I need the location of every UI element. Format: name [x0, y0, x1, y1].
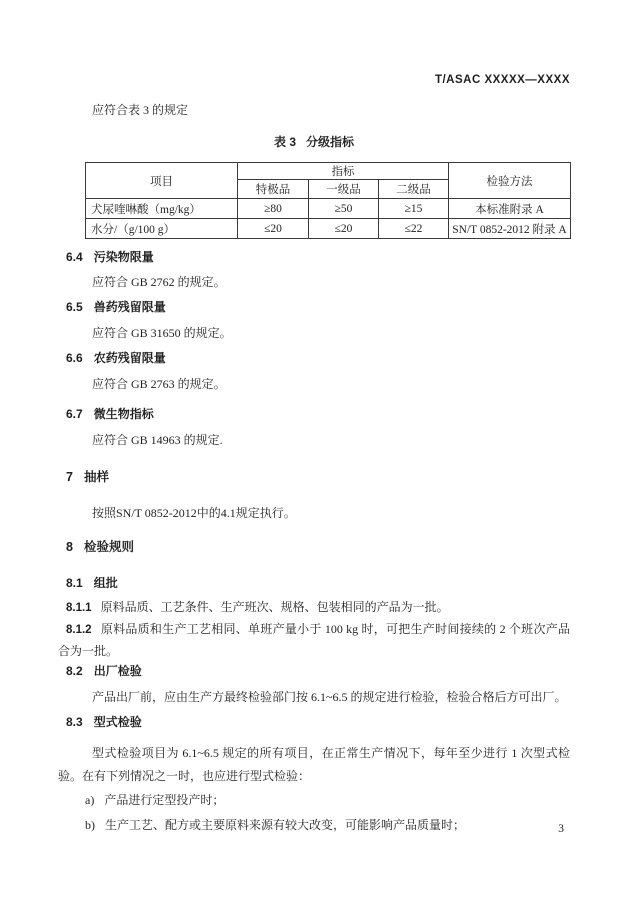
- paragraph-8-3: 型式检验项目为 6.1~6.5 规定的所有项目，在正常生产情况下，每年至少进行 1 次型式检验。在有下列情况之一时，也应进行型式检验：: [58, 746, 570, 783]
- heading-6-5: [58, 300, 570, 314]
- list-item-text: 生产工艺、配方或主要原料来源有较大改变，可能影响产品质量时；: [105, 818, 466, 832]
- list-item-marker: a): [85, 793, 95, 807]
- cell-premium: ≥80: [238, 199, 309, 219]
- clause-text: 原料品质、工艺条件、生产班次、规格、包装相同的产品为一批。: [100, 600, 449, 614]
- paragraph-6-6: 应符合 GB 2763 的规定。: [92, 377, 226, 391]
- paragraph-6-7: 应符合 GB 14963 的规定.: [92, 433, 223, 447]
- heading-number: 6.4: [66, 250, 83, 264]
- heading-title: 出厂检验: [93, 664, 142, 678]
- heading-number: 8.1: [66, 576, 83, 590]
- heading-title: 微生物指标: [93, 407, 154, 421]
- cell-method: 本标准附录 A: [449, 199, 571, 219]
- heading-number: 8.3: [66, 715, 83, 729]
- grading-indicators-table: [85, 162, 571, 239]
- col-header-method: 检验方法: [449, 163, 571, 199]
- heading-8: [58, 540, 570, 555]
- clause-number: 8.1.1: [66, 602, 92, 614]
- cell-method: SN/T 0852-2012 附录 A: [449, 219, 571, 239]
- cell-grade1: ≤20: [309, 219, 379, 239]
- heading-title: 污染物限量: [93, 250, 154, 264]
- heading-title: 检验规则: [83, 540, 134, 554]
- heading-6-7: [58, 407, 570, 421]
- doc-code-header: T/ASAC XXXXX—XXXX: [434, 74, 570, 86]
- table-caption-title: 分级指标: [306, 135, 355, 149]
- clause-8-1-2: [58, 619, 570, 662]
- heading-number: 6.5: [66, 300, 83, 314]
- col-header-grade-1: 一级品: [309, 180, 379, 199]
- heading-title: 农药残留限量: [93, 351, 166, 365]
- list-item-text: 产品进行定型投产时；: [104, 793, 225, 807]
- col-header-item: 项目: [86, 163, 238, 199]
- heading-6-4: [58, 250, 570, 264]
- heading-8-2: [58, 664, 570, 678]
- clause-8-1-1: [58, 597, 570, 619]
- cell-grade1: ≥50: [309, 199, 379, 219]
- list-item: [85, 788, 570, 813]
- cell-grade2: ≤22: [379, 219, 449, 239]
- paragraph-6-5: 应符合 GB 31650 的规定。: [92, 326, 232, 340]
- cell-item: 水分/（g/100 g）: [86, 219, 238, 239]
- page-content: [58, 0, 570, 838]
- cell-grade2: ≥15: [379, 199, 449, 219]
- heading-7: [58, 470, 570, 485]
- paragraph-7: 按照SN/T 0852-2012中的4.1规定执行。: [92, 506, 296, 520]
- type-test-condition-list: [85, 788, 570, 838]
- list-item-marker: b): [85, 818, 95, 832]
- heading-title: 抽样: [83, 470, 109, 484]
- heading-title: 组批: [93, 576, 118, 590]
- intro-paragraph: 应符合表 3 的规定: [92, 103, 189, 117]
- heading-number: 6.6: [66, 351, 83, 365]
- cell-premium: ≤20: [238, 219, 309, 239]
- table-caption-label: 表 3: [273, 135, 296, 149]
- heading-number: 8.2: [66, 664, 83, 678]
- col-header-indicator: 指标: [238, 163, 449, 180]
- cell-item: 犬尿喹啉酸（mg/kg）: [86, 199, 238, 219]
- col-header-grade-premium: 特极品: [238, 180, 309, 199]
- table-row: [86, 219, 571, 239]
- heading-8-1: [58, 576, 570, 590]
- list-item: [85, 813, 570, 838]
- table-header-row-1: [86, 163, 571, 180]
- clause-text: 原料品质和生产工艺相同、单班产量小于 100 kg 时，可把生产时间接续的 2 个班次产品合为一批。: [58, 622, 570, 658]
- heading-number: 7: [66, 470, 73, 484]
- col-header-grade-2: 二级品: [379, 180, 449, 199]
- heading-title: 型式检验: [93, 715, 142, 729]
- paragraph-8-2: 产品出厂前，应由生产方最终检验部门按 6.1~6.5 的规定进行检验，检验合格后方可出厂。: [92, 690, 567, 704]
- heading-title: 兽药残留限量: [93, 300, 166, 314]
- paragraph-6-4: 应符合 GB 2762 的规定。: [92, 275, 226, 289]
- heading-8-3: [58, 715, 570, 729]
- table-row: [86, 199, 571, 219]
- page-number: 3: [558, 823, 564, 835]
- heading-number: 8: [66, 540, 73, 554]
- clause-number: 8.1.2: [66, 624, 92, 636]
- heading-6-6: [58, 351, 570, 365]
- heading-number: 6.7: [66, 407, 83, 421]
- table-caption: [58, 135, 570, 149]
